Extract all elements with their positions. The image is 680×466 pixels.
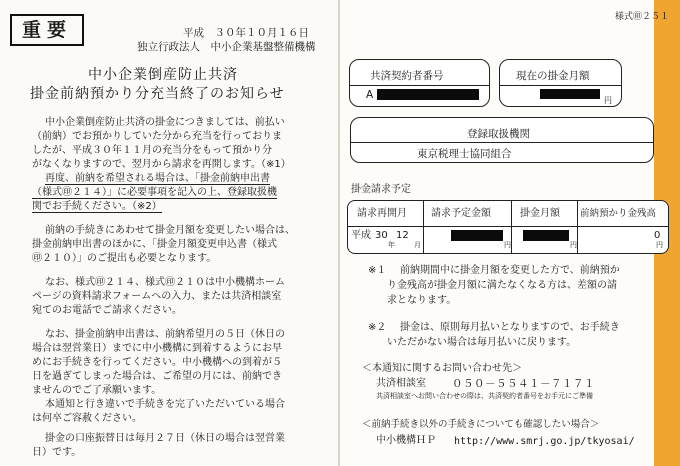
column-header: 請求予定金額: [431, 208, 491, 219]
member-number-box: [349, 59, 490, 107]
important-badge: 重要: [10, 14, 84, 46]
note-1-line: 前納期間中に掛金月額を変更した方で、前納預か: [400, 265, 620, 276]
redacted-billing-amount: [451, 230, 503, 241]
body-line: 本通知と行き違いで手続きを完了いただいている場合: [45, 399, 285, 410]
note-2-line: いただかない場合は毎月払いに戻ります。: [387, 337, 577, 348]
contact-phone-note: 共済相談室へお問い合わせの際は、共済契約者番号をお手元にご準備: [376, 392, 593, 400]
body-line: ㊞２１０）」のご提出も必要となります。: [32, 253, 217, 264]
yen-unit: 円: [604, 96, 612, 105]
note-2-line: 掛金は、原則毎月払いとなりますので、お手続き: [400, 322, 620, 333]
month-unit: 月: [414, 241, 421, 249]
registration-value: 東京税理士協同組合: [417, 148, 512, 160]
resume-year: 30: [375, 230, 388, 241]
note-2-mark: ※２: [368, 322, 387, 333]
yen-unit: 円: [570, 241, 577, 249]
website-name: 中小機構ＨＰ: [376, 435, 436, 446]
body-line: ページの資料請求フォームへの入力、または共済相談室: [32, 291, 282, 302]
balance-value: 0: [654, 230, 661, 241]
registration-box: [350, 117, 654, 163]
yen-unit: 円: [504, 241, 511, 249]
body-line: 中小企業倒産防止共済の掛金につきましては、前払い: [45, 117, 285, 128]
body-line: なお、掛金前納申出書は、前納希望月の５日（休日の: [45, 329, 285, 340]
body-line: 日）です。: [32, 447, 82, 458]
body-line-underlined: [45, 174, 270, 184]
contact-phone[interactable]: ０５０－５５４１－７１７１: [452, 378, 595, 390]
table-divider: [423, 201, 424, 253]
column-header: 前納預かり金残高: [580, 208, 657, 219]
divider: [351, 142, 653, 143]
body-line: 日を過ぎてしまった場合は、ご希望の月には、前納でき: [32, 371, 282, 382]
divider: [350, 85, 489, 86]
body-line-underlined: [32, 188, 277, 198]
redacted-member-number: [377, 89, 479, 100]
table-divider: [511, 201, 512, 253]
contact-office: 共済相談室: [376, 378, 426, 389]
monthly-amount-label: 現在の掛金月額: [516, 70, 590, 82]
notice-date: 平成 ３０年１０月１６日: [183, 27, 309, 39]
billing-table: [347, 200, 669, 254]
website-url[interactable]: http://www.smrj.go.jp/tkyosai/: [454, 436, 635, 447]
body-line: 前納の手続きにあわせて掛金月額を変更したい場合は、: [45, 225, 295, 236]
body-line: なお、様式㊞２１４、様式㊞２１０は中小機構ホーム: [45, 277, 285, 288]
issuer: 独立行政法人 中小企業基盤整備機構: [137, 41, 316, 53]
billing-section-label: 掛金請求予定: [351, 184, 411, 195]
body-line: （前納）でお預かりしていた分から充当を行っておりま: [32, 131, 282, 142]
body-line: 掛金前納申出書のほかに、「掛金月額変更申込書（様式: [32, 239, 277, 250]
body-line-text: 再度、前納を希望される場合は、「掛金前納申出書: [45, 173, 270, 184]
monthly-amount-box: [499, 59, 622, 107]
yen-unit: 円: [656, 241, 663, 249]
member-number-prefix: A: [366, 89, 374, 101]
year-unit: 年: [388, 241, 395, 249]
member-number-label: 共済契約者番号: [370, 70, 444, 82]
title-line-2: 掛金前納預かり分充当終了のお知らせ: [30, 86, 285, 102]
body-line: 掛金の口座振替日は毎月２７日（休日の場合は翌営業: [45, 433, 285, 444]
body-line: 宛てのお電話でご請求ください。: [32, 305, 182, 316]
contact-heading: ＜本通知に関するお問い合わせ先＞: [362, 363, 522, 374]
divider: [500, 85, 621, 86]
body-line-text: （様式㊞２１４）」に必要事項を記入の上、登録取扱機: [32, 187, 277, 198]
form-id: 様式㊞２５１: [615, 12, 670, 22]
redacted-monthly-amount: [523, 230, 569, 241]
note-1-mark: ※１: [368, 265, 387, 276]
resume-month: 12: [396, 230, 409, 241]
body-line: は何卒ご容赦ください。: [32, 413, 142, 424]
registration-label: 登録取扱機関: [467, 128, 530, 140]
body-line: したが、平成３０年１１月の充当分をもって預かり分: [32, 145, 272, 156]
body-line: ませんのでご了承願います。: [32, 385, 162, 396]
redacted-monthly-amount: [540, 89, 600, 99]
column-header: 掛金月額: [520, 208, 560, 219]
page-fold: [338, 0, 340, 466]
procedure-heading: ＜前納手続き以外の手続きについても確認したい場合＞: [362, 419, 600, 430]
table-divider: [348, 226, 668, 227]
column-header: 請求再開月: [357, 208, 407, 219]
body-line-underlined: [32, 202, 162, 212]
resume-era: 平成: [351, 230, 371, 241]
body-line: めにお手続きを行ってください。中小機構への到着が５: [32, 357, 282, 368]
table-divider: [577, 201, 578, 253]
note-1-line: り金残高が掛金月額に満たなくなる方は、差額の請: [387, 280, 617, 291]
body-line: がなくなりますので、翌月から請求を再開します。（※1）: [32, 159, 291, 170]
title-line-1: 中小企業倒産防止共済: [88, 67, 238, 83]
body-line: 場合は翌営業日）までに中小機構に到着するようにお早: [32, 343, 282, 354]
note-1-line: 求となります。: [387, 295, 457, 306]
body-line-text: 関でお手続ください。（※2）: [32, 201, 162, 212]
